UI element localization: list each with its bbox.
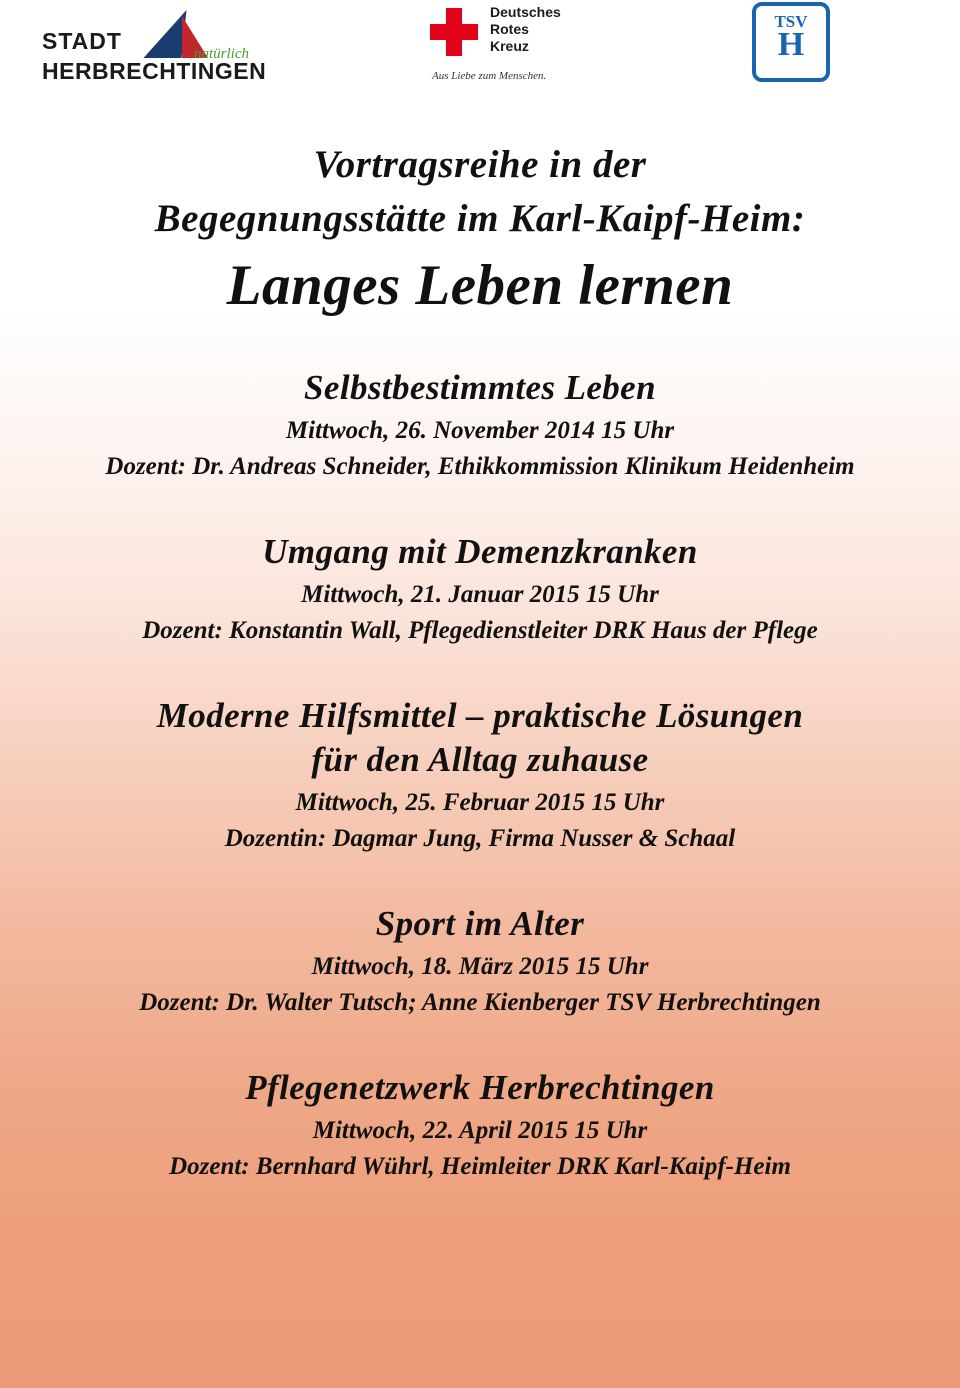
drk-logo-line1: Deutsches — [490, 4, 561, 20]
poster-header — [0, 138, 960, 322]
talk-list — [0, 366, 960, 1184]
talk-date: Mittwoch, 25. Februar 2015 15 Uhr — [295, 789, 665, 816]
talk-date: Mittwoch, 26. November 2014 15 Uhr — [285, 417, 675, 444]
talk-speaker: Dozent: Dr. Andreas Schneider, Ethikkommission Klinikum Heidenheim — [105, 453, 855, 480]
stadt-logo-line1: STADT — [42, 28, 122, 54]
talk-item — [0, 530, 960, 648]
stadt-logo-line2: HERBRECHTINGEN — [42, 58, 267, 84]
red-cross-icon — [430, 8, 478, 56]
talk-title: Pflegenetzwerk Herbrechtingen — [245, 1068, 715, 1107]
talk-title: Selbstbestimmtes Leben — [304, 368, 656, 407]
stadt-logo-slogan: natürlich — [194, 46, 249, 62]
talk-speaker: Dozentin: Dagmar Jung, Firma Nusser & Schaal — [224, 825, 736, 852]
talk-title: Moderne Hilfsmittel – praktische Lösungen — [156, 696, 804, 735]
talk-item — [0, 902, 960, 1020]
talk-item — [0, 694, 960, 856]
header-line-1: Vortragsreihe in der — [313, 143, 647, 186]
talk-title: Sport im Alter — [375, 904, 585, 943]
talk-date: Mittwoch, 22. April 2015 15 Uhr — [312, 1117, 648, 1144]
logo-row — [0, 0, 960, 100]
drk-logo-claim: Aus Liebe zum Menschen. — [432, 70, 547, 82]
deutsches-rotes-kreuz-logo — [430, 4, 610, 96]
page-title: Langes Leben lernen — [226, 254, 734, 317]
talk-item — [0, 1066, 960, 1184]
drk-logo-text — [490, 4, 561, 55]
talk-date: Mittwoch, 21. Januar 2015 15 Uhr — [301, 581, 659, 608]
talk-title: Umgang mit Demenzkranken — [262, 532, 698, 571]
drk-logo-line3: Kreuz — [490, 38, 529, 54]
talk-date: Mittwoch, 18. März 2015 15 Uhr — [311, 953, 649, 980]
talk-speaker: Dozent: Konstantin Wall, Pflegedienstleiter DRK Haus der Pflege — [142, 617, 818, 644]
tsv-herbrechtingen-logo — [752, 2, 830, 82]
talk-speaker: Dozent: Dr. Walter Tutsch; Anne Kienberger TSV Herbrechtingen — [139, 989, 821, 1016]
drk-logo-line2: Rotes — [490, 21, 529, 37]
talk-item — [0, 366, 960, 484]
sail-icon — [143, 10, 186, 58]
tsv-logo-top: TSV — [774, 12, 808, 31]
talk-speaker: Dozent: Bernhard Wührl, Heimleiter DRK Karl-Kaipf-Heim — [169, 1153, 791, 1180]
stadt-herbrechtingen-logo — [42, 10, 302, 96]
tsv-logo-letter: H — [777, 26, 805, 63]
talk-title-line2: für den Alltag zuhause — [311, 740, 649, 779]
header-line-2: Begegnungsstätte im Karl-Kaipf-Heim: — [154, 197, 806, 240]
